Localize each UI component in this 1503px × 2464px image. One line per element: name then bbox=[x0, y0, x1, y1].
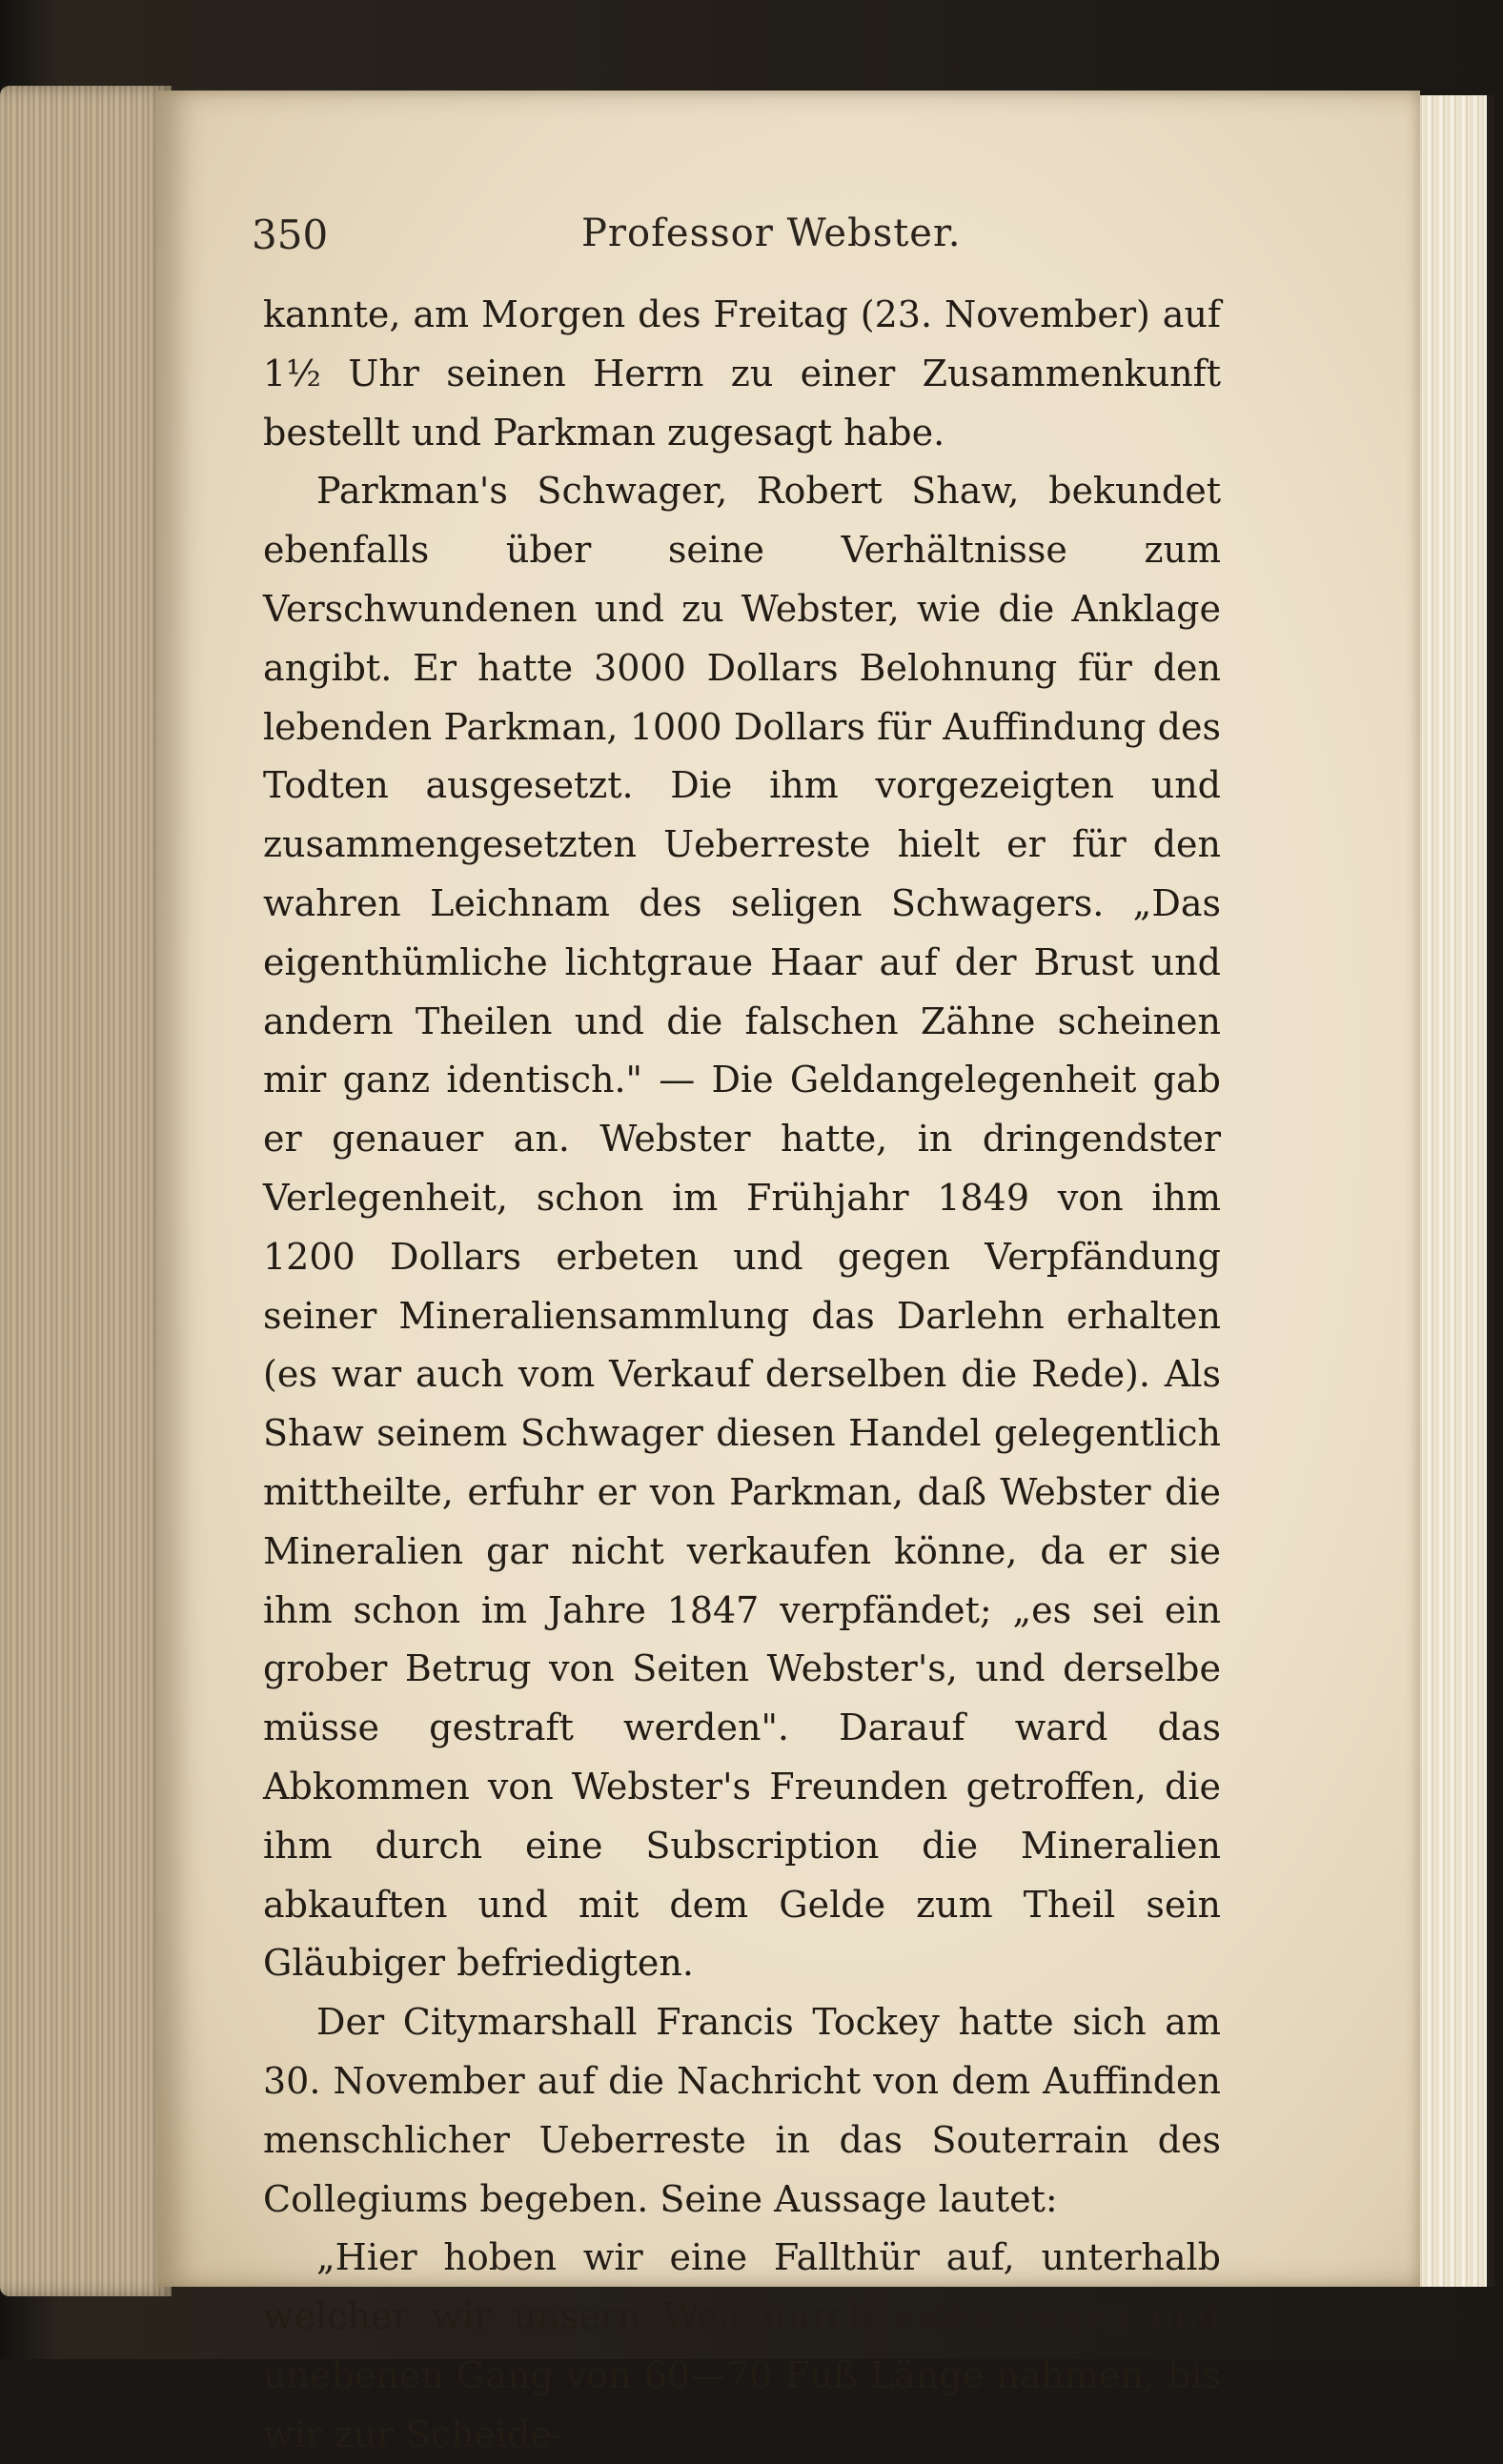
paragraph: „Hier hoben wir eine Fallthür auf, unterhalb welcher wir unsern Weg durch einen engen und unebenen Gang von 60—70 Fuß Länge nahmen, bis wir zur Scheide- bbox=[263, 2236, 1221, 2455]
paragraph: kannte, am Morgen des Freitag (23. November) auf 1½ Uhr seinen Herrn zu einer Zusammenkunft bestellt und Parkman zugesagt habe. bbox=[263, 293, 1221, 454]
body-text bbox=[263, 286, 1221, 2464]
paragraph: Der Citymarshall Francis Tockey hatte sich am 30. November auf die Nachricht von dem Auffinden menschlicher Ueberreste in das Souterrain des Collegiums begeben. Seine Aussage lautet: bbox=[263, 2001, 1221, 2220]
right-page-edges bbox=[1411, 95, 1494, 2287]
left-page-edges bbox=[0, 86, 172, 2296]
page-number: 350 bbox=[252, 212, 329, 258]
page-header bbox=[0, 212, 1503, 269]
paragraph: Parkman's Schwager, Robert Shaw, bekundet ebenfalls über seine Verhältnisse zum Verschwundenen und zu Webster, wie die Anklage angibt. Er hatte 3000 Dollars Belohnung für den lebenden Parkman, 1000 Dollars für Auffindung des Todten ausgesetzt. Die ihm vorgezeigten und zusammengesetzten Ueberreste hielt er für den wahren Leichnam des seligen Schwagers. „Das eigenthümliche lichtgraue Haar auf der Brust und andern Theilen und die falschen Zähne scheinen mir ganz identisch." — Die Geldangelegenheit gab er genauer an. Webster hatte, in dringendster Verlegenheit, schon im Frühjahr 1849 von ihm 1200 Dollars erbeten und gegen Verpfändung seiner Mineraliensammlung das Darlehn erhalten (es war auch vom Verkauf derselben die Rede). Als Shaw seinem Schwager diesen Handel gelegentlich mittheilte, erfuhr er von Parkman, daß Webster die Mineralien gar nicht verkaufen könne, da er sie ihm schon im Jahre 1847 verpfändet; „es sei ein grober Betrug von Seiten Webster's, und derselbe müsse gestraft werden". Darauf ward das Abkommen von Webster's Freunden getroffen, die ihm durch eine Subscription die Mineralien abkauften und mit dem Gelde zum Theil sein Gläubiger befriedigten. bbox=[263, 470, 1221, 1985]
running-head: Professor Webster. bbox=[581, 212, 962, 255]
